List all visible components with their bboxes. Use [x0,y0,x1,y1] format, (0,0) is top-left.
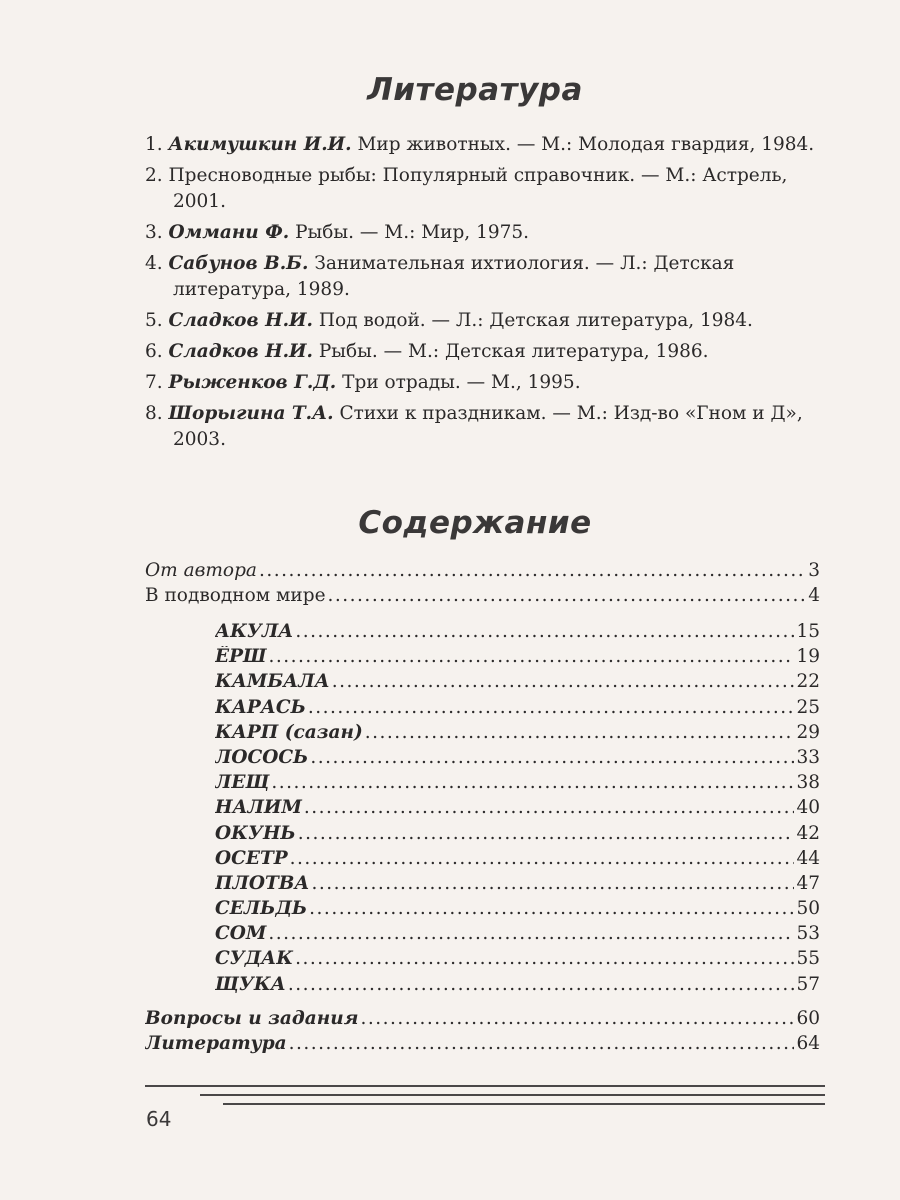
bibliography-item [145,220,820,246]
bibliography-item [145,339,820,365]
dot-leader [288,974,795,995]
toc-entry [215,671,820,696]
toc-entry-page: 15 [796,621,820,642]
toc-entry [215,621,820,646]
item-text: Занимательная ихтиология. — Л.: Детская литература, 1989. [173,253,735,300]
dot-leader [298,823,795,844]
item-text: Рыбы. — М.: Мир, 1975. [289,222,530,243]
toc-entry-label: ПЛОТВА [215,872,310,894]
toc-entry-label: КАМБАЛА [215,671,330,693]
item-author: Акимушкин И.И. [168,134,352,155]
item-number: 5. [145,310,163,331]
dot-leader [332,671,795,692]
dot-leader [290,848,795,869]
toc-entry [215,974,820,999]
bibliography-item [145,308,820,334]
dot-leader [295,948,794,969]
toc-entry [215,697,820,722]
bibliography-item [145,401,820,453]
dot-leader [308,697,795,718]
item-author: Сабунов В.Б. [168,253,309,274]
toc-entry-page: 57 [796,973,820,995]
dot-leader [271,772,794,793]
toc-entry-label: СОМ [215,923,267,945]
dot-leader [328,585,807,606]
toc-entry [215,873,820,898]
toc-entry-label: В подводном мире [145,585,326,607]
item-number: 3. [145,222,163,243]
contents-heading: Содержание [358,505,592,541]
toc-entry-page: 64 [796,1033,820,1055]
toc-entry [215,722,820,747]
item-text: Три отрады. — М., 1995. [336,372,581,393]
toc-entry [215,797,820,822]
toc-entry-page: 53 [796,923,820,945]
dot-leader [360,1008,794,1029]
toc-entry-label: КАРАСЬ [215,696,306,718]
toc-entry-page: 38 [796,772,820,794]
toc-entry [215,646,820,671]
item-number: 6. [145,341,163,362]
item-author: Сладков Н.И. [168,341,313,362]
toc-entry-label: От автора [145,560,257,581]
bibliography-list [145,132,820,458]
item-author: Шорыгина Т.А. [168,403,334,424]
item-text: Стихи к праздникам. — М.: Изд-во «Гном и Д», 2003. [173,403,803,450]
toc-entry-label: Вопросы и задания [145,1008,359,1029]
item-author: Сладков Н.И. [168,310,313,331]
toc-entry [215,747,820,772]
toc-entry [215,948,820,973]
bibliography-item [145,370,820,396]
toc-entry [145,560,820,585]
item-text: Под водой. — Л.: Детская литература, 1984. [312,310,753,331]
item-text: Пресноводные рыбы: Популярный справочник. — М.: Астрель, 2001. [168,165,788,212]
dot-leader [268,646,794,667]
toc-entry [215,898,820,923]
bibliography-item [145,163,820,215]
dot-leader [295,621,794,642]
toc-entry-label: ЛОСОСЬ [215,746,309,768]
item-number: 8. [145,403,163,424]
dot-leader [259,560,806,581]
toc-entry-label: ОКУНЬ [215,822,296,844]
page-number: 64 [146,1107,172,1131]
toc-entry-label: КАРП (сазан) [215,721,363,743]
item-number: 4. [145,253,163,274]
item-text: Рыбы. — М.: Детская литература, 1986. [312,341,709,362]
toc-entry-page: 3 [808,560,820,581]
dot-leader [289,1033,795,1054]
item-text: Мир животных. — М.: Молодая гвардия, 1984. [351,134,815,155]
item-number: 1. [145,134,163,155]
toc-entry-page: 25 [796,696,820,718]
toc-entry [145,1008,820,1033]
toc-entry-label: НАЛИМ [215,797,302,819]
toc-entry-label: Литература [145,1033,287,1055]
item-number: 2. [145,165,163,186]
toc-entry [215,772,820,797]
toc-entry [145,585,820,610]
dot-leader [309,898,794,919]
dot-leader [304,797,795,818]
dot-leader [310,747,794,768]
toc-entry-page: 50 [796,898,820,920]
toc-entry-page: 44 [796,847,820,869]
toc-entry-page: 19 [796,646,820,668]
dot-leader [268,923,794,944]
dot-leader [311,873,794,894]
item-author: Оммани Ф. [168,222,290,243]
toc-top-entries [145,560,820,610]
toc-entry-label: ЛЕЩ [215,772,270,794]
toc-entry [215,923,820,948]
toc-entry-page: 22 [796,671,820,693]
toc-entry-page: 33 [796,746,820,768]
toc-entry-page: 40 [796,797,820,819]
toc-entry-label: ОСЕТР [215,847,288,869]
toc-entry-page: 55 [796,948,820,970]
footer-rule-3 [223,1103,825,1105]
bibliography-item [145,132,820,158]
toc-entry-page: 4 [808,585,820,607]
bibliography-item [145,251,820,303]
toc-entry [145,1033,820,1058]
toc-entry [215,823,820,848]
toc-bottom-entries [145,1008,820,1058]
toc-entry-page: 42 [796,822,820,844]
toc-entry-label: ЩУКА [215,973,286,995]
footer-rule-1 [145,1085,825,1087]
toc-entry-label: СЕЛЬДЬ [215,898,308,920]
literature-heading: Литература [367,72,583,108]
item-author: Рыженков Г.Д. [168,372,337,393]
dot-leader [365,722,795,743]
toc-entry-page: 60 [796,1008,820,1029]
footer-rule-2 [200,1094,825,1096]
toc-entry-label: СУДАК [215,948,294,970]
toc-entry-label: ЁРШ [215,646,267,668]
toc-fish-entries [215,621,820,999]
toc-entry [215,848,820,873]
toc-entry-label: АКУЛА [215,621,294,642]
toc-entry-page: 47 [796,872,820,894]
item-number: 7. [145,372,163,393]
toc-entry-page: 29 [796,721,820,743]
